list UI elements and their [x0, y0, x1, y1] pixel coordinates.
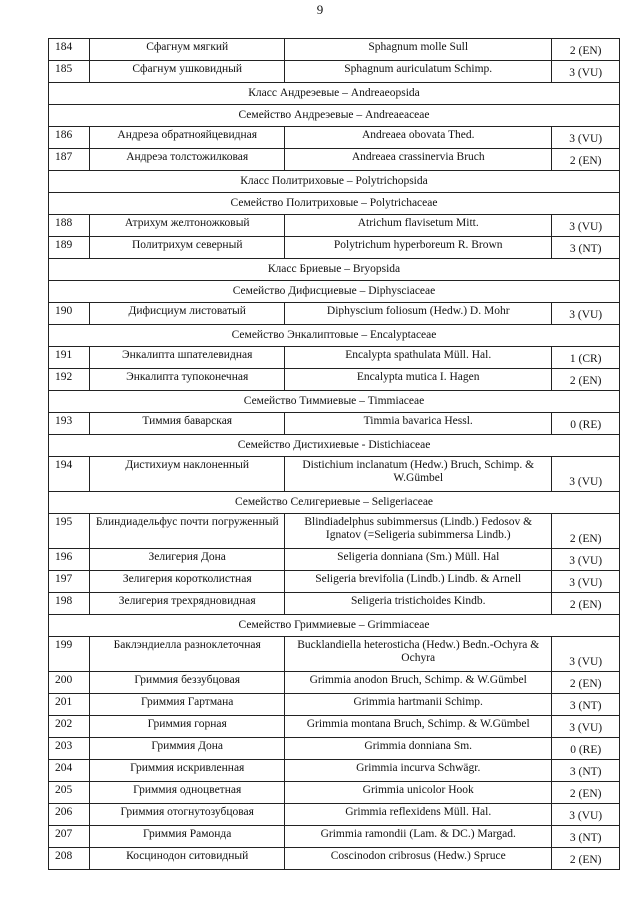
species-russian-name: Дистихиум наклоненный [90, 457, 285, 492]
species-row [49, 215, 620, 237]
species-number: 193 [49, 413, 90, 435]
taxon-header: Класс Бриевые – Bryopsida [49, 259, 620, 281]
species-number: 206 [49, 804, 90, 826]
species-number: 205 [49, 782, 90, 804]
species-russian-name: Атрихум желтоножковый [90, 215, 285, 237]
species-status-category: 3 (VU) [552, 571, 620, 593]
species-table [48, 38, 620, 870]
species-russian-name: Гриммия Гартмана [90, 694, 285, 716]
species-row [49, 637, 620, 672]
species-latin-name: Timmia bavarica Hessl. [285, 413, 552, 435]
species-latin-name: Grimmia incurva Schwägr. [285, 760, 552, 782]
species-status-category: 2 (EN) [552, 514, 620, 549]
species-russian-name: Гриммия одноцветная [90, 782, 285, 804]
species-russian-name: Гриммия отогнутозубцовая [90, 804, 285, 826]
taxon-header: Семейство Политриховые – Polytrichaceae [49, 193, 620, 215]
species-latin-name: Andreaea obovata Thed. [285, 127, 552, 149]
species-latin-name: Blindiadelphus subimmersus (Lindb.) Fedosov & Ignatov (=Seligeria subimmersa Lindb.) [285, 514, 552, 549]
species-latin-name: Polytrichum hyperboreum R. Brown [285, 237, 552, 259]
species-status-category: 3 (NT) [552, 237, 620, 259]
taxon-header: Семейство Тиммиевые – Timmiaceae [49, 391, 620, 413]
species-russian-name: Зелигерия Дона [90, 549, 285, 571]
species-number: 190 [49, 303, 90, 325]
species-russian-name: Андреэа толстожилковая [90, 149, 285, 171]
species-status-category: 2 (EN) [552, 39, 620, 61]
species-number: 191 [49, 347, 90, 369]
species-russian-name: Гриммия искривленная [90, 760, 285, 782]
species-status-category: 3 (NT) [552, 760, 620, 782]
taxon-header: Семейство Дистихиевые - Distichiaceae [49, 435, 620, 457]
taxon-header: Класс Политриховые – Polytrichopsida [49, 171, 620, 193]
species-latin-name: Grimmia hartmanii Schimp. [285, 694, 552, 716]
species-russian-name: Зелигерия трехрядновидная [90, 593, 285, 615]
taxon-header-row [49, 325, 620, 347]
species-number: 199 [49, 637, 90, 672]
taxon-header-row [49, 435, 620, 457]
species-number: 207 [49, 826, 90, 848]
species-number: 198 [49, 593, 90, 615]
species-latin-name: Seligeria donniana (Sm.) Müll. Hal [285, 549, 552, 571]
species-status-category: 2 (EN) [552, 782, 620, 804]
species-row [49, 347, 620, 369]
species-row [49, 826, 620, 848]
taxon-header-row [49, 615, 620, 637]
taxon-header: Семейство Дифисциевые – Diphysciaceae [49, 281, 620, 303]
species-row [49, 571, 620, 593]
species-number: 201 [49, 694, 90, 716]
species-row [49, 413, 620, 435]
species-russian-name: Сфагнум мягкий [90, 39, 285, 61]
species-row [49, 716, 620, 738]
species-russian-name: Гриммия горная [90, 716, 285, 738]
taxon-header-row [49, 105, 620, 127]
species-number: 189 [49, 237, 90, 259]
species-number: 202 [49, 716, 90, 738]
species-status-category: 3 (VU) [552, 303, 620, 325]
species-russian-name: Косцинодон ситовидный [90, 848, 285, 870]
species-row [49, 760, 620, 782]
species-latin-name: Diphyscium foliosum (Hedw.) D. Mohr [285, 303, 552, 325]
species-status-category: 2 (EN) [552, 593, 620, 615]
species-number: 185 [49, 61, 90, 83]
species-status-category: 3 (VU) [552, 637, 620, 672]
species-russian-name: Политрихум северный [90, 237, 285, 259]
species-row [49, 848, 620, 870]
species-number: 204 [49, 760, 90, 782]
page-number: 9 [316, 2, 324, 17]
species-number: 203 [49, 738, 90, 760]
species-russian-name: Зелигерия коротколистная [90, 571, 285, 593]
species-row [49, 61, 620, 83]
species-row [49, 782, 620, 804]
species-status-category: 3 (VU) [552, 215, 620, 237]
species-status-category: 3 (NT) [552, 694, 620, 716]
taxon-header-row [49, 171, 620, 193]
taxon-header-row [49, 391, 620, 413]
species-table-body [49, 39, 620, 870]
species-number: 187 [49, 149, 90, 171]
species-latin-name: Grimmia anodon Bruch, Schimp. & W.Gümbel [285, 672, 552, 694]
species-row [49, 593, 620, 615]
species-row [49, 127, 620, 149]
species-number: 196 [49, 549, 90, 571]
species-status-category: 2 (EN) [552, 149, 620, 171]
species-latin-name: Grimmia reflexidens Müll. Hal. [285, 804, 552, 826]
species-row [49, 672, 620, 694]
species-russian-name: Гриммия Дона [90, 738, 285, 760]
species-number: 184 [49, 39, 90, 61]
species-latin-name: Grimmia ramondii (Lam. & DC.) Margad. [285, 826, 552, 848]
species-status-category: 3 (NT) [552, 826, 620, 848]
species-latin-name: Andreaea crassinervia Bruch [285, 149, 552, 171]
species-russian-name: Тиммия баварская [90, 413, 285, 435]
species-russian-name: Сфагнум ушковидный [90, 61, 285, 83]
species-row [49, 457, 620, 492]
taxon-header-row [49, 83, 620, 105]
species-status-category: 3 (VU) [552, 804, 620, 826]
taxon-header: Семейство Андреэевые – Andreaeaceae [49, 105, 620, 127]
taxon-header-row [49, 193, 620, 215]
species-row [49, 149, 620, 171]
species-status-category: 2 (EN) [552, 672, 620, 694]
taxon-header-row [49, 492, 620, 514]
species-status-category: 2 (EN) [552, 369, 620, 391]
species-number: 194 [49, 457, 90, 492]
species-number: 197 [49, 571, 90, 593]
species-latin-name: Grimmia unicolor Hook [285, 782, 552, 804]
species-status-category: 1 (CR) [552, 347, 620, 369]
taxon-header: Семейство Гриммиевые – Grimmiaceae [49, 615, 620, 637]
species-russian-name: Гриммия Рамонда [90, 826, 285, 848]
species-row [49, 694, 620, 716]
species-number: 186 [49, 127, 90, 149]
species-row [49, 804, 620, 826]
species-russian-name: Энкалипта шпателевидная [90, 347, 285, 369]
species-latin-name: Sphagnum auriculatum Schimp. [285, 61, 552, 83]
species-latin-name: Encalypta spathulata Müll. Hal. [285, 347, 552, 369]
species-status-category: 2 (EN) [552, 848, 620, 870]
species-row [49, 549, 620, 571]
species-russian-name: Энкалипта тупоконечная [90, 369, 285, 391]
species-latin-name: Seligeria tristichoides Kindb. [285, 593, 552, 615]
species-latin-name: Grimmia donniana Sm. [285, 738, 552, 760]
taxon-header-row [49, 259, 620, 281]
taxon-header: Класс Андреэевые – Andreaeopsida [49, 83, 620, 105]
species-row [49, 39, 620, 61]
species-status-category: 3 (VU) [552, 61, 620, 83]
species-status-category: 0 (RE) [552, 738, 620, 760]
species-latin-name: Atrichum flavisetum Mitt. [285, 215, 552, 237]
species-number: 188 [49, 215, 90, 237]
species-number: 192 [49, 369, 90, 391]
species-status-category: 3 (VU) [552, 549, 620, 571]
species-russian-name: Андреэа обратнояйцевидная [90, 127, 285, 149]
species-status-category: 3 (VU) [552, 457, 620, 492]
species-latin-name: Grimmia montana Bruch, Schimp. & W.Gümbel [285, 716, 552, 738]
species-status-category: 0 (RE) [552, 413, 620, 435]
species-number: 208 [49, 848, 90, 870]
species-russian-name: Баклэндиелла разноклеточная [90, 637, 285, 672]
species-russian-name: Блиндиадельфус почти погруженный [90, 514, 285, 549]
species-row [49, 303, 620, 325]
species-russian-name: Дифисциум листоватый [90, 303, 285, 325]
species-latin-name: Encalypta mutica I. Hagen [285, 369, 552, 391]
species-latin-name: Distichium inclanatum (Hedw.) Bruch, Schimp. & W.Gümbel [285, 457, 552, 492]
taxon-header: Семейство Энкалиптовые – Encalyptaceae [49, 325, 620, 347]
species-status-category: 3 (VU) [552, 716, 620, 738]
taxon-header: Семейство Селигериевые – Seligeriaceae [49, 492, 620, 514]
species-russian-name: Гриммия беззубцовая [90, 672, 285, 694]
species-row [49, 514, 620, 549]
species-latin-name: Seligeria brevifolia (Lindb.) Lindb. & Arnell [285, 571, 552, 593]
taxon-header-row [49, 281, 620, 303]
species-row [49, 237, 620, 259]
species-row [49, 369, 620, 391]
species-status-category: 3 (VU) [552, 127, 620, 149]
species-number: 200 [49, 672, 90, 694]
species-latin-name: Bucklandiella heterosticha (Hedw.) Bedn.-Ochyra & Ochyra [285, 637, 552, 672]
species-number: 195 [49, 514, 90, 549]
species-latin-name: Sphagnum molle Sull [285, 39, 552, 61]
species-row [49, 738, 620, 760]
species-latin-name: Coscinodon cribrosus (Hedw.) Spruce [285, 848, 552, 870]
